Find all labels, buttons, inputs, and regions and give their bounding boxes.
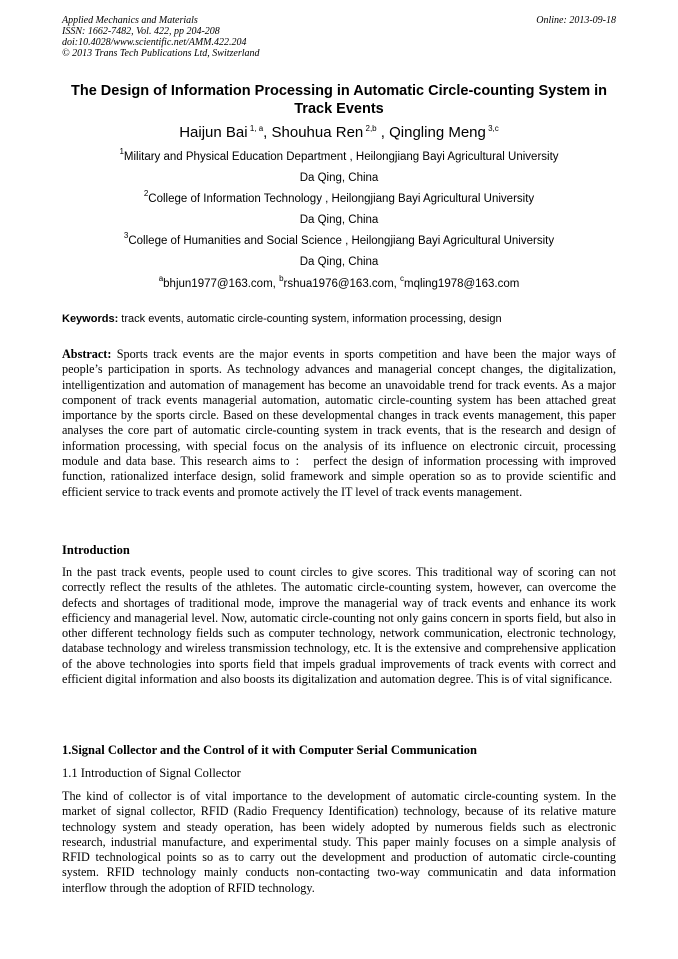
- keywords-label: Keywords:: [62, 313, 119, 325]
- doi-line: doi:10.4028/www.scientific.net/AMM.422.204: [62, 37, 247, 48]
- author-separator: ,: [376, 124, 390, 141]
- author-name: Qingling Meng: [389, 124, 486, 141]
- affiliation-name: Military and Physical Education Department , Heilongjiang Bayi Agricultural University: [123, 151, 559, 163]
- author-name: Haijun Bai: [179, 124, 248, 141]
- copyright-line: © 2013 Trans Tech Publications Ltd, Switzerland: [62, 48, 260, 59]
- author-name: Shouhua Ren: [271, 124, 364, 141]
- journal-name: Applied Mechanics and Materials: [62, 15, 198, 26]
- affiliation-marker: 2: [143, 189, 149, 198]
- affiliation-1-city: Da Qing, China: [299, 172, 379, 184]
- affiliation-2-city: Da Qing, China: [299, 214, 379, 226]
- abstract-label: Abstract:: [62, 347, 112, 361]
- keywords: [62, 312, 616, 326]
- paper-title: The Design of Information Processing in Automatic Circle-counting System in Track Events: [70, 83, 608, 117]
- author-list: [62, 124, 616, 142]
- affiliation-name: College of Information Technology , Heilongjiang Bayi Agricultural University: [148, 193, 535, 205]
- affiliation-marker: 3: [123, 231, 129, 240]
- email-marker: a: [158, 274, 164, 283]
- author-affiliation-marker: 1, a: [247, 124, 264, 133]
- email-address: rshua1976@163.com,: [283, 278, 401, 290]
- section-1-1-paragraph: The kind of collector is of vital importance to the development of automatic circle-counting system. In the market of signal collector, RFID (Radio Frequency Identification) technology, because of its relative mature technology system and steady operation, has been widely adopted by numerous fields such as electronic research, industrial manufacture, and experimental study. This paper mainly focuses on a simple analysis of RFID technological points so as to carry out the development and production of automatic circle-counting system. RFID technology mainly conducts non-contacting two-way communicatin and data information interflow through the adoption of RFID technology.: [62, 789, 616, 895]
- issn-line: ISSN: 1662-7482, Vol. 422, pp 204-208: [62, 26, 220, 37]
- abstract-text: Sports track events are the major events in sports competition and have been the major ways of people’s participation in sports. As technology advances and managerial concept changes, the digitalization, intelligentization and automation of management has become an unavoidable trend for track events. As a major component of track events managerial automation, automatic circle-counting system has been attached great importance by the sports circle. Based on these developmental changes in track events management, this paper analyses the core part of automatic circle-counting system in track events, that is the research and design of information processing, with special focus on the analysis of its influence on electronic circuit, processing module and data base. This research aims to ： perfect the design of information processing with improved function, rationalized interface design, solid framework and simple operation so as to provide scientific and efficient service to track events and promote actively the IT level of track events management.: [62, 347, 616, 499]
- section-1-1-heading: 1.1 Introduction of Signal Collector: [62, 766, 241, 780]
- running-header: [62, 15, 260, 59]
- affiliation-name: College of Humanities and Social Science , Heilongjiang Bayi Agricultural University: [128, 235, 555, 247]
- online-date: Online: 2013-09-18: [536, 15, 616, 26]
- introduction-paragraph: In the past track events, people used to count circles to give scores. This traditional way of scoring can not correctly reflect the results of the athletes. The automatic circle-counting system, however, can overcome the defects and shortages of traditional mode, improve the managerial way of track events and enhance its work efficiency and managerial level. Now, automatic circle-counting not only gains concern in sports field, but also in other different technology fields such as computer technology, network communication, electronic technology, database technology and wireless transmission technology, etc. It is the extensive and comprehensive application of the above technologies into sports field that impels gradual improvements of track events with correct and efficient digital information and also boosts its digitalization and automation degree. This is of vital significance.: [62, 565, 616, 687]
- abstract: [62, 347, 616, 500]
- section-1-heading: 1.Signal Collector and the Control of it with Computer Serial Communication: [62, 743, 477, 757]
- author-emails: [62, 274, 616, 291]
- introduction-heading: Introduction: [62, 543, 130, 557]
- email-address: bhjun1977@163.com,: [163, 278, 280, 290]
- email-marker: c: [400, 274, 405, 283]
- keywords-text: track events, automatic circle-counting system, information processing, design: [118, 313, 502, 325]
- author-separator: ,: [263, 124, 272, 141]
- author-affiliation-marker: 3,c: [485, 124, 499, 133]
- affiliation-3-city: Da Qing, China: [299, 256, 379, 268]
- affiliation-1: [62, 147, 616, 164]
- affiliation-marker: 1: [119, 147, 124, 156]
- email-address: mqling1978@163.com: [404, 278, 520, 290]
- email-marker: b: [279, 274, 284, 283]
- author-affiliation-marker: 2,b: [363, 124, 377, 133]
- affiliation-3: [62, 231, 616, 248]
- affiliation-2: [62, 189, 616, 206]
